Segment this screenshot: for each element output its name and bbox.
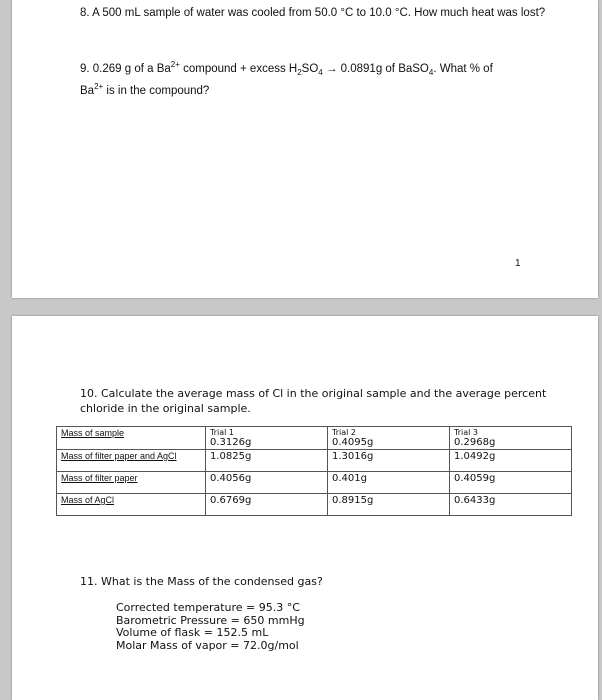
question-8: 8. A 500 mL sample of water was cooled from 50.0 °C to 10.0 °C. How much heat was lost?: [80, 7, 546, 19]
given-pressure: Barometric Pressure = 650 mmHg: [116, 613, 305, 627]
table-cell: 1.0492g: [450, 450, 572, 472]
table-cell: Trial 2 0.4095g: [328, 427, 450, 450]
table-row: [57, 472, 572, 494]
worksheet-page-2: [12, 316, 598, 700]
given-molar-mass: Molar Mass of vapor = 72.0g/mol: [116, 638, 299, 652]
row-label: Mass of AgCl: [57, 494, 206, 516]
table-cell: 0.401g: [328, 472, 450, 494]
row-label: Mass of sample: [57, 427, 206, 450]
table-cell: 0.6769g: [206, 494, 328, 516]
question-9: 9. 0.269 g of a $Ba^{2+}$ compound + excess $H_2SO_4 \to 0.0891g$ of BaSO$_4$. What % of $Ba^{2+}$ is in the compound?: [80, 60, 493, 97]
question-10: 10. Calculate the average mass of Cl in the original sample and the average percent chloride in the original sample.: [80, 387, 547, 415]
given-volume: Volume of flask = 152.5 mL: [116, 626, 269, 639]
question-11: 11. What is the Mass of the condensed gas?: [80, 575, 323, 588]
given-temperature: Corrected temperature = 95.3 °C: [116, 601, 300, 614]
table-cell: 1.0825g: [206, 450, 328, 472]
page-number: 1: [515, 258, 521, 269]
table-cell: 0.6433g: [450, 494, 572, 516]
trial-header: Trial 3: [454, 428, 478, 437]
table-cell: 0.4059g: [450, 472, 572, 494]
trial-header: Trial 2: [332, 428, 356, 437]
table-cell: 0.4056g: [206, 472, 328, 494]
table-cell: Trial 1 0.3126g: [206, 427, 328, 450]
table-cell: Trial 3 0.2968g: [450, 427, 572, 450]
table-cell: 0.8915g: [328, 494, 450, 516]
trial-data-table: [56, 426, 572, 516]
row-label: Mass of filter paper and AgCl: [57, 450, 206, 472]
worksheet-page-1: [12, 0, 598, 298]
given-values: [116, 602, 305, 652]
table-row: [57, 494, 572, 516]
trial-header: Trial 1: [210, 428, 234, 437]
row-label: Mass of filter paper: [57, 472, 206, 494]
table-row: [57, 450, 572, 472]
table-row: [57, 427, 572, 450]
table-cell: 1.3016g: [328, 450, 450, 472]
